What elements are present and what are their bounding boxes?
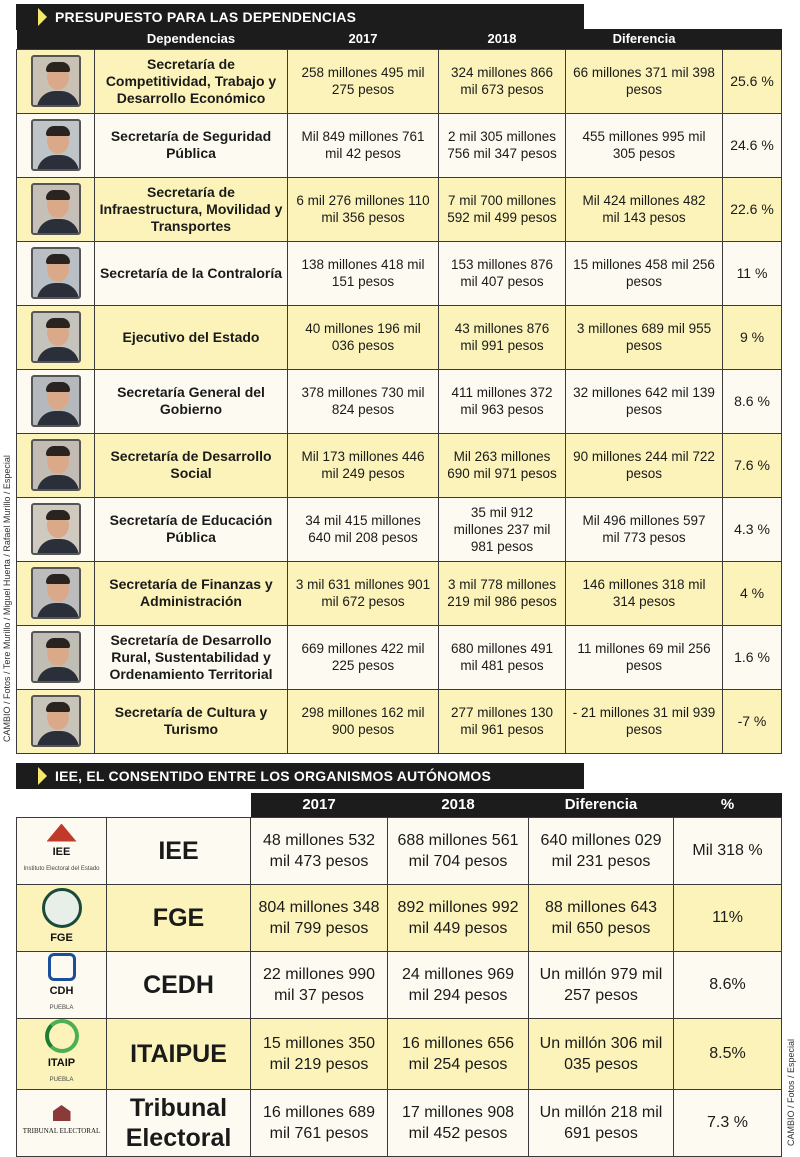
value-2018: 24 millones 969 mil 294 pesos xyxy=(388,951,529,1018)
org-name: IEE xyxy=(107,817,251,884)
section2-title-text: IEE, EL CONSENTIDO ENTRE LOS ORGANISMOS AUTÓNOMOS xyxy=(55,768,492,784)
value-pct: 11% xyxy=(674,884,782,951)
value-pct: 1.6 % xyxy=(723,625,782,689)
org-logo: IEE Instituto Electoral del Estado xyxy=(17,824,106,878)
org-logo: FGE xyxy=(17,888,106,947)
table-header-row xyxy=(17,29,782,49)
photo-cell xyxy=(17,689,95,753)
value-2018: 153 millones 876 mil 407 pesos xyxy=(439,241,566,305)
value-pct: 4 % xyxy=(723,561,782,625)
value-2017: 258 millones 495 mil 275 pesos xyxy=(288,49,439,113)
org-logo-cell xyxy=(17,1089,107,1156)
official-photo xyxy=(31,439,81,491)
value-2017: 40 millones 196 mil 036 pesos xyxy=(288,305,439,369)
value-diferencia: Un millón 979 mil 257 pesos xyxy=(529,951,674,1018)
photo-cell xyxy=(17,433,95,497)
photo-cell xyxy=(17,49,95,113)
value-diferencia: 32 millones 642 mil 139 pesos xyxy=(566,369,723,433)
value-diferencia: 15 millones 458 mil 256 pesos xyxy=(566,241,723,305)
value-2017: 34 mil 415 millones 640 mil 208 pesos xyxy=(288,497,439,561)
table-row xyxy=(17,497,782,561)
table-row xyxy=(17,951,782,1018)
dependencia-name: Secretaría General del Gobierno xyxy=(95,369,288,433)
value-2017: 378 millones 730 mil 824 pesos xyxy=(288,369,439,433)
photo-cell xyxy=(17,113,95,177)
org-logo: TRIBUNAL ELECTORAL xyxy=(17,1105,106,1140)
title-arrow-icon xyxy=(38,767,47,785)
official-photo xyxy=(31,567,81,619)
value-diferencia: Un millón 218 mil 691 pesos xyxy=(529,1089,674,1156)
value-pct: 24.6 % xyxy=(723,113,782,177)
value-pct: -7 % xyxy=(723,689,782,753)
section1-title xyxy=(16,4,584,30)
value-diferencia: 88 millones 643 mil 650 pesos xyxy=(529,884,674,951)
header-diferencia: Diferencia xyxy=(566,29,723,49)
table-row xyxy=(17,113,782,177)
value-2017: 22 millones 990 mil 37 pesos xyxy=(251,951,388,1018)
table-row xyxy=(17,369,782,433)
value-2018: 43 millones 876 mil 991 pesos xyxy=(439,305,566,369)
org-logo-cell xyxy=(17,951,107,1018)
dependencia-name: Secretaría de Desarrollo Social xyxy=(95,433,288,497)
value-2018: 35 mil 912 millones 237 mil 981 pesos xyxy=(439,497,566,561)
value-2018: Mil 263 millones 690 mil 971 pesos xyxy=(439,433,566,497)
official-photo xyxy=(31,311,81,363)
value-diferencia: 66 millones 371 mil 398 pesos xyxy=(566,49,723,113)
value-2018: 2 mil 305 millones 756 mil 347 pesos xyxy=(439,113,566,177)
value-pct: 25.6 % xyxy=(723,49,782,113)
value-2018: 892 millones 992 mil 449 pesos xyxy=(388,884,529,951)
table-row xyxy=(17,49,782,113)
value-diferencia: 640 millones 029 mil 231 pesos xyxy=(529,817,674,884)
org-logo-cell xyxy=(17,1018,107,1089)
value-diferencia: 90 millones 244 mil 722 pesos xyxy=(566,433,723,497)
value-2017: 6 mil 276 millones 110 mil 356 pesos xyxy=(288,177,439,241)
official-photo xyxy=(31,695,81,747)
org-logo: CDH PUEBLA xyxy=(17,953,106,1017)
header-2017: 2017 xyxy=(288,29,439,49)
title-arrow-icon xyxy=(38,8,47,26)
header-photo xyxy=(17,29,95,49)
value-pct: 7.3 % xyxy=(674,1089,782,1156)
value-2018: 688 millones 561 mil 704 pesos xyxy=(388,817,529,884)
value-pct: 11 % xyxy=(723,241,782,305)
table-row xyxy=(17,1089,782,1156)
section2-title xyxy=(16,763,584,789)
photo-cell xyxy=(17,177,95,241)
official-photo xyxy=(31,247,81,299)
value-diferencia: 11 millones 69 mil 256 pesos xyxy=(566,625,723,689)
org-name: FGE xyxy=(107,884,251,951)
org-name: Tribunal Electoral xyxy=(107,1089,251,1156)
official-photo xyxy=(31,119,81,171)
table-row xyxy=(17,433,782,497)
dependencia-name: Secretaría de Competitividad, Trabajo y Desarrollo Económico xyxy=(95,49,288,113)
value-2018: 411 millones 372 mil 963 pesos xyxy=(439,369,566,433)
org-logo-cell xyxy=(17,884,107,951)
value-2017: Mil 173 millones 446 mil 249 pesos xyxy=(288,433,439,497)
official-photo xyxy=(31,503,81,555)
value-diferencia: Un millón 306 mil 035 pesos xyxy=(529,1018,674,1089)
header-logo xyxy=(17,793,107,817)
table-row xyxy=(17,625,782,689)
value-2018: 3 mil 778 millones 219 mil 986 pesos xyxy=(439,561,566,625)
value-pct: 9 % xyxy=(723,305,782,369)
dependencia-name: Secretaría de Desarrollo Rural, Sustentabilidad y Ordenamiento Territorial xyxy=(95,625,288,689)
value-2017: 138 millones 418 mil 151 pesos xyxy=(288,241,439,305)
dependencia-name: Secretaría de Cultura y Turismo xyxy=(95,689,288,753)
org-logo: ITAIP PUEBLA xyxy=(17,1019,106,1089)
value-diferencia: 146 millones 318 mil 314 pesos xyxy=(566,561,723,625)
official-photo xyxy=(31,631,81,683)
value-2017: 669 millones 422 mil 225 pesos xyxy=(288,625,439,689)
value-2018: 324 millones 866 mil 673 pesos xyxy=(439,49,566,113)
photo-credit-left: CAMBIO / Fotos / Tere Murillo / Miguel Huerta / Rafael Murillo / Especial xyxy=(2,455,12,742)
table-header-row xyxy=(17,793,782,817)
value-2017: Mil 849 millones 761 mil 42 pesos xyxy=(288,113,439,177)
value-diferencia: 455 millones 995 mil 305 pesos xyxy=(566,113,723,177)
header-2017: 2017 xyxy=(251,793,388,817)
header-2018: 2018 xyxy=(388,793,529,817)
photo-cell xyxy=(17,561,95,625)
table-row xyxy=(17,884,782,951)
photo-cell xyxy=(17,305,95,369)
dependencia-name: Secretaría de Educación Pública xyxy=(95,497,288,561)
official-photo xyxy=(31,375,81,427)
dependencia-name: Ejecutivo del Estado xyxy=(95,305,288,369)
value-pct: 22.6 % xyxy=(723,177,782,241)
photo-cell xyxy=(17,497,95,561)
table-row xyxy=(17,241,782,305)
official-photo xyxy=(31,183,81,235)
photo-cell xyxy=(17,241,95,305)
value-2017: 15 millones 350 mil 219 pesos xyxy=(251,1018,388,1089)
section1-title-text: PRESUPUESTO PARA LAS DEPENDENCIAS xyxy=(55,9,357,25)
table-row xyxy=(17,177,782,241)
value-pct: 4.3 % xyxy=(723,497,782,561)
value-diferencia: Mil 496 millones 597 mil 773 pesos xyxy=(566,497,723,561)
table-row xyxy=(17,817,782,884)
header-pct: % xyxy=(674,793,782,817)
org-name: ITAIPUE xyxy=(107,1018,251,1089)
value-2017: 298 millones 162 mil 900 pesos xyxy=(288,689,439,753)
table-row xyxy=(17,689,782,753)
value-2018: 16 millones 656 mil 254 pesos xyxy=(388,1018,529,1089)
photo-credit-right: CAMBIO / Fotos / Especial xyxy=(786,1038,796,1146)
dependencia-name: Secretaría de la Contraloría xyxy=(95,241,288,305)
photo-cell xyxy=(17,369,95,433)
table-row xyxy=(17,1018,782,1089)
value-2017: 16 millones 689 mil 761 pesos xyxy=(251,1089,388,1156)
header-2018: 2018 xyxy=(439,29,566,49)
value-diferencia: Mil 424 millones 482 mil 143 pesos xyxy=(566,177,723,241)
org-name: CEDH xyxy=(107,951,251,1018)
value-pct: 8.5% xyxy=(674,1018,782,1089)
value-diferencia: - 21 millones 31 mil 939 pesos xyxy=(566,689,723,753)
official-photo xyxy=(31,55,81,107)
value-2018: 7 mil 700 millones 592 mil 499 pesos xyxy=(439,177,566,241)
header-org xyxy=(107,793,251,817)
value-pct: 7.6 % xyxy=(723,433,782,497)
org-logo-cell xyxy=(17,817,107,884)
value-2017: 804 millones 348 mil 799 pesos xyxy=(251,884,388,951)
value-pct: Mil 318 % xyxy=(674,817,782,884)
value-2017: 48 millones 532 mil 473 pesos xyxy=(251,817,388,884)
value-pct: 8.6% xyxy=(674,951,782,1018)
header-pct xyxy=(723,29,782,49)
header-diferencia: Diferencia xyxy=(529,793,674,817)
table-row xyxy=(17,561,782,625)
value-diferencia: 3 millones 689 mil 955 pesos xyxy=(566,305,723,369)
value-2018: 17 millones 908 mil 452 pesos xyxy=(388,1089,529,1156)
value-2018: 680 millones 491 mil 481 pesos xyxy=(439,625,566,689)
value-2017: 3 mil 631 millones 901 mil 672 pesos xyxy=(288,561,439,625)
dependencia-name: Secretaría de Seguridad Pública xyxy=(95,113,288,177)
organismos-table xyxy=(16,793,782,1157)
dependencia-name: Secretaría de Infraestructura, Movilidad y Transportes xyxy=(95,177,288,241)
header-dependencias: Dependencias xyxy=(95,29,288,49)
value-pct: 8.6 % xyxy=(723,369,782,433)
dependencia-name: Secretaría de Finanzas y Administración xyxy=(95,561,288,625)
value-2018: 277 millones 130 mil 961 pesos xyxy=(439,689,566,753)
dependencias-table xyxy=(16,29,782,754)
photo-cell xyxy=(17,625,95,689)
table-row xyxy=(17,305,782,369)
